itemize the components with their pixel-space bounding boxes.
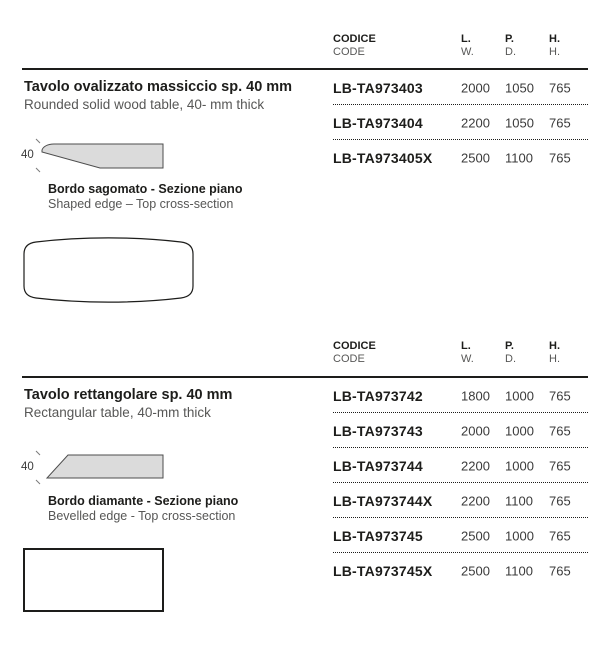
edge-caption-en: Shaped edge – Top cross-section [48,197,234,211]
column-header-code: CODICE CODE [333,340,376,365]
edge-caption-it: Bordo diamante - Sezione piano [48,494,239,508]
dimension-h: 765 [549,458,571,473]
product-title-en: Rectangular table, 40-mm thick [24,405,211,420]
dimension-p: 1000 [505,458,534,473]
edge-caption-it: Bordo sagomato - Sezione piano [48,182,243,196]
dimension-l: 1800 [461,388,490,403]
product-code: LB-TA973405X [333,149,433,166]
dimension-tick-top [36,451,40,455]
table-row [0,378,610,413]
product-code: LB-TA973744X [333,492,433,509]
edge-caption-en: Bevelled edge - Top cross-section [48,509,236,523]
product-code: LB-TA973404 [333,114,423,131]
column-header-depth: P. D. [505,33,516,58]
dimension-p: 1100 [505,563,533,578]
table-header [0,33,610,67]
dimension-h: 765 [549,150,571,165]
column-header-height: H. H. [549,340,560,365]
dimension-p: 1050 [505,80,534,95]
dimension-p: 1000 [505,388,534,403]
column-header-depth: P. D. [505,340,516,365]
product-code: LB-TA973745X [333,562,433,579]
shaped-edge-profile-drawing [20,137,170,173]
table-header [0,340,610,374]
dimension-p: 1000 [505,528,534,543]
column-header-code: CODICE CODE [333,33,376,58]
dimension-h: 765 [549,115,571,130]
dimension-l: 2200 [461,493,490,508]
dimension-h: 765 [549,388,571,403]
table-row [0,413,610,448]
table-row [0,105,610,140]
bevelled-edge-profile-drawing [20,450,170,486]
rectangular-tabletop-drawing [23,548,164,612]
dimension-l: 2200 [461,458,490,473]
column-header-length: L. W. [461,33,474,58]
dimension-tick-bottom [36,168,40,172]
edge-caption-rectangular [48,494,238,524]
shaped-edge-cross-section-shape [42,144,163,168]
product-code: LB-TA973403 [333,79,423,96]
dimension-tick-bottom [36,480,40,484]
dimension-p: 1100 [505,150,533,165]
dimension-h: 765 [549,528,571,543]
dimension-l: 2500 [461,150,490,165]
thickness-dimension-label: 40 [21,461,34,473]
column-header-height: H. H. [549,33,560,58]
dimension-h: 765 [549,423,571,438]
product-title-it: Tavolo ovalizzato massiccio sp. 40 mm [24,79,293,95]
edge-caption-oval [48,182,242,212]
column-header-length: L. W. [461,340,474,365]
bevelled-edge-cross-section-shape [47,455,163,478]
dimension-h: 765 [549,80,571,95]
product-code: LB-TA973743 [333,422,423,439]
dimension-h: 765 [549,493,571,508]
product-code: LB-TA973742 [333,387,423,404]
product-title-it: Tavolo rettangolare sp. 40 mm [24,387,233,403]
product-code: LB-TA973745 [333,527,423,544]
dimension-l: 2500 [461,528,490,543]
dimension-l: 2000 [461,423,490,438]
dimension-l: 2000 [461,80,490,95]
product-title-en: Rounded solid wood table, 40- mm thick [24,97,265,112]
table-row [0,70,610,105]
dimension-p: 1000 [505,423,534,438]
dimension-h: 765 [549,563,571,578]
dimension-tick-top [36,139,40,143]
dimension-l: 2200 [461,115,490,130]
dimension-p: 1100 [505,493,533,508]
dimension-p: 1050 [505,115,534,130]
thickness-dimension-label: 40 [21,149,34,161]
oval-tabletop-outline [24,238,193,302]
dimension-l: 2500 [461,563,490,578]
product-code: LB-TA973744 [333,457,423,474]
oval-tabletop-drawing [22,236,195,304]
